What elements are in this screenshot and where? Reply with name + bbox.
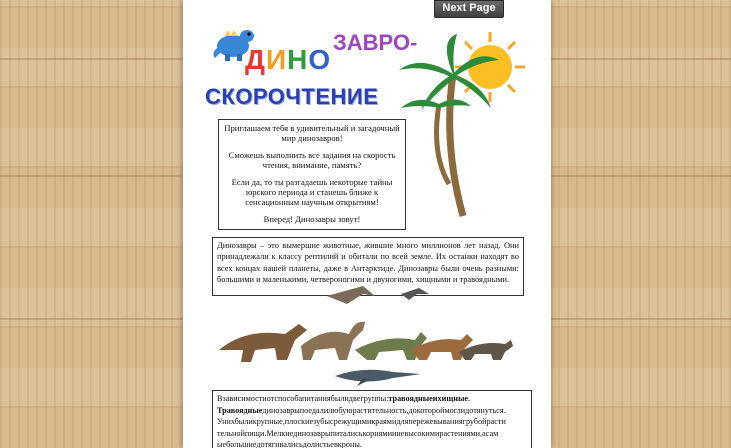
palm-trees-icon [391, 34, 501, 219]
diet-line [217, 393, 527, 405]
diet-line: тельнойпищи.Мелкиединозаврыпиталиськорнямииневысокимирастениями,асам [217, 428, 499, 438]
title-dino [245, 44, 331, 76]
description-box: Динозавры – это вымершие животные, жившие много миллионов лет назад. Они принадлежали к классу рептилий и обитали по всей земле. Их останки находят во всех концах нашей планеты, даже в Антарктиде. Динозавры были очень разными: большими и маленькими, четвероногими и двуногими, хищными и травоядными. [212, 237, 524, 296]
diet-line [217, 405, 527, 417]
diet-line-end: . [467, 394, 471, 403]
title-letter: Д [245, 44, 266, 75]
title-letter: О [308, 44, 332, 75]
herbivores-bold: Травоядные [217, 405, 263, 415]
title-letter: Н [287, 44, 309, 75]
intro-paragraph: Сможешь выполнить все задания на скорость чтения, внимание, память? [228, 150, 396, 170]
dinosaur-parade-icon [215, 310, 515, 366]
intro-paragraph: Вперед! Динозавры зовут! [263, 214, 361, 224]
marine-reptile-icon [333, 364, 423, 388]
intro-paragraph: Приглашаем тебя в удивительный и загадочный мир динозавров! [224, 123, 400, 143]
title-letter: И [265, 44, 288, 75]
diet-groups-bold: травоядныеихищные [388, 394, 468, 403]
intro-box [218, 119, 406, 230]
diet-text-box [212, 390, 532, 448]
title-skorochtenie: СКОРОЧТЕНИЕ [205, 84, 379, 109]
intro-paragraph: Если да, то ты разгадаешь некоторые тайны юрского периода и станешь ближе к сенсационным научным открытиям! [231, 177, 393, 207]
diet-line-text: динозаврыпоедалилюбуюрастительность,докотороймоглидотянуться. [262, 405, 506, 415]
diet-line-text: Взависимостиотспособапитаниябылидвегруппы: [217, 394, 389, 403]
next-page-button[interactable]: Next Page [434, 0, 504, 18]
pterosaur-icon [323, 282, 433, 312]
diet-line: ыебольшиедотягивалисьдолистьевкроны. [217, 440, 362, 448]
book-page [183, 0, 551, 448]
diet-line: Унихбыликрупные,плоскиезубысрежущимикраямидляпережевываниягрубойрасти [217, 417, 506, 426]
title-zavro: ЗАВРО- [333, 30, 418, 55]
